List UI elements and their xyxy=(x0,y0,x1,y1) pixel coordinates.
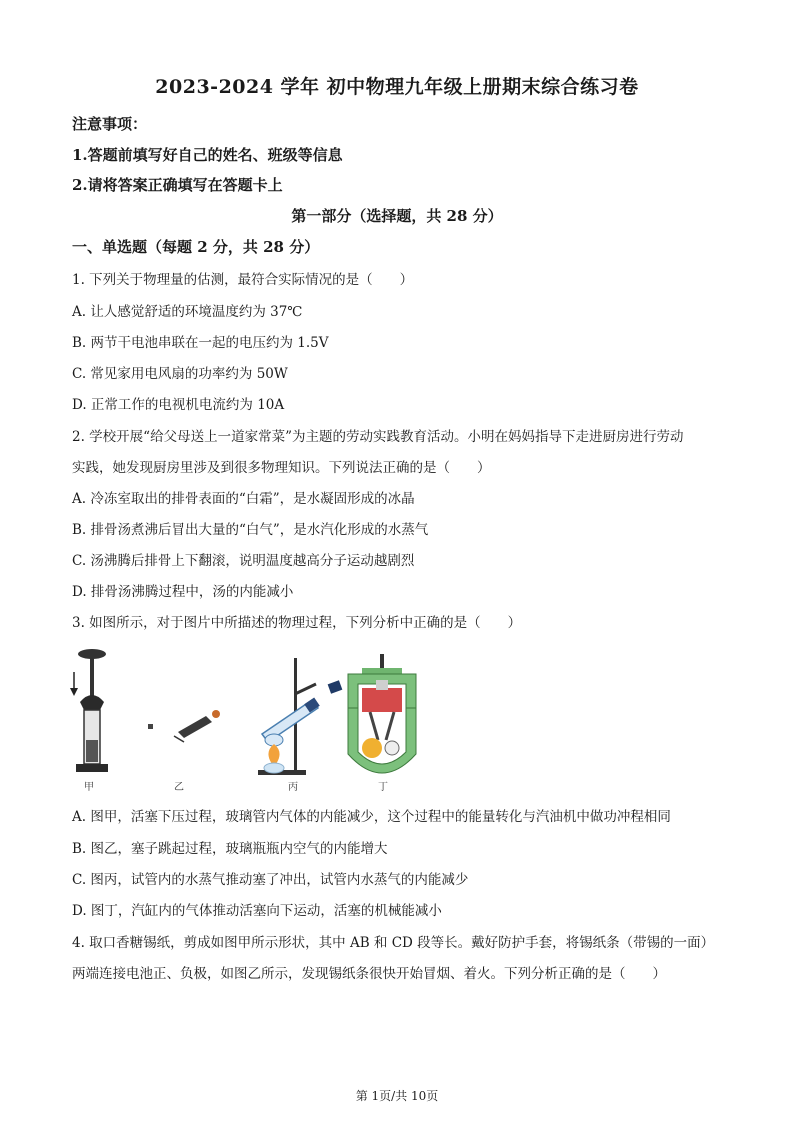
question-stem-continued: 实践，她发现厨房里涉及到很多物理知识。下列说法正确的是（ ） xyxy=(72,460,491,476)
option-d: D. 排骨汤沸腾过程中，汤的内能减小 xyxy=(72,584,294,600)
notes-heading: 注意事项： xyxy=(72,115,148,133)
option-a: A. 图甲，活塞下压过程，玻璃管内气体的内能减少，这个过程中的能量转化与汽油机中做功冲程相同 xyxy=(72,809,671,825)
option-b: B. 图乙，塞子跳起过程，玻璃瓶瓶内空气的内能增大 xyxy=(72,841,388,857)
question-stem: 1. 下列关于物理量的估测，最符合实际情况的是（ ） xyxy=(72,272,414,288)
option-d: D. 正常工作的电视机电流约为 10A xyxy=(72,397,285,413)
note-item: 1.答题前填写好自己的姓名、班级等信息 xyxy=(72,146,343,164)
section-heading: 一、单选题（每题 2 分，共 28 分） xyxy=(72,238,320,256)
question-stem: 2. 学校开展“给父母送上一道家常菜”为主题的劳动实践教育活动。小明在妈妈指导下走进厨房进行劳动 xyxy=(72,429,684,445)
figure-caption: 甲 xyxy=(84,782,94,793)
question-stem: 3. 如图所示，对于图片中所描述的物理过程，下列分析中正确的是（ ） xyxy=(72,615,522,631)
question-figure xyxy=(66,644,526,794)
option-b: B. 两节干电池串联在一起的电压约为 1.5V xyxy=(72,335,329,351)
page-title: 2023-2024 学年 初中物理九年级上册期末综合练习卷 xyxy=(155,76,639,98)
figure-yi-bottle xyxy=(148,710,220,742)
page-number: 第 1页/共 10页 xyxy=(355,1089,439,1103)
figure-bing-test-tube xyxy=(258,658,342,775)
figure-ding-engine xyxy=(348,654,416,773)
option-c: C. 汤沸腾后排骨上下翻滚，说明温度越高分子运动越剧烈 xyxy=(72,553,415,569)
option-a: A. 冷冻室取出的排骨表面的“白霜”，是水凝固形成的冰晶 xyxy=(72,491,415,507)
note-item: 2.请将答案正确填写在答题卡上 xyxy=(72,176,283,194)
question-stem: 4. 取口香糖锡纸，剪成如图甲所示形状，其中 AB 和 CD 段等长。戴好防护手套，将锡纸条（带锡的一面） xyxy=(72,935,715,951)
option-c: C. 图丙，试管内的水蒸气推动塞了冲出，试管内水蒸气的内能减少 xyxy=(72,872,469,888)
option-a: A. 让人感觉舒适的环境温度约为 37℃ xyxy=(72,304,303,320)
figure-jia-fire-syringe xyxy=(70,649,108,772)
figure-caption: 丁 xyxy=(378,782,388,793)
figure-caption: 乙 xyxy=(174,782,184,793)
figure-caption: 丙 xyxy=(288,782,298,793)
option-b: B. 排骨汤煮沸后冒出大量的“白气”，是水汽化形成的水蒸气 xyxy=(72,522,429,538)
question-stem-continued: 两端连接电池正、负极，如图乙所示，发现锡纸条很快开始冒烟、着火。下列分析正确的是（ ） xyxy=(72,966,666,982)
part-heading: 第一部分（选择题，共 28 分） xyxy=(291,207,503,225)
option-d: D. 图丁，汽缸内的气体推动活塞向下运动，活塞的机械能减小 xyxy=(72,903,442,919)
option-c: C. 常见家用电风扇的功率约为 50W xyxy=(72,366,288,382)
